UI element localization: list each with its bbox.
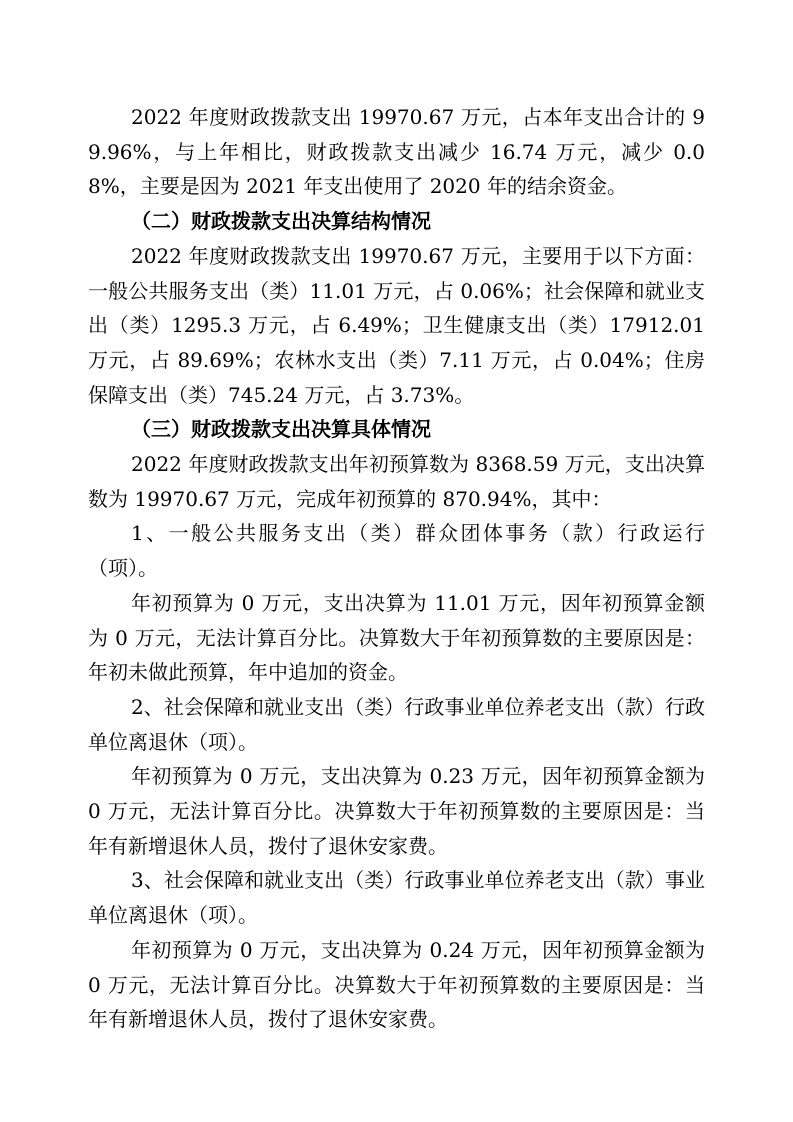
section-heading: （二）财政拨款支出决算结构情况	[131, 209, 431, 234]
paragraph: 2022 年度财政拨款支出年初预算数为 8368.59 万元，支出决算数为 19970.67 万元，完成年初预算的 870.94%，其中：	[88, 452, 705, 511]
paragraph: 2022 年度财政拨款支出 19970.67 万元，主要用于以下方面：一般公共服务支出（类）11.01 万元，占 0.06%；社会保障和就业支出（类）1295.3 万元，占 6.49%；卫生健康支出（类）17912.01 万元，占 89.69%；农林水支出（类）7.11 万元，占 0.04%；住房保障支出（类）745.24 万元，占 3.73%。	[88, 243, 705, 407]
section-heading: （三）财政拨款支出决算具体情况	[131, 417, 431, 442]
paragraph: 2022 年度财政拨款支出 19970.67 万元，占本年支出合计的 99.96%，与上年相比，财政拨款支出减少 16.74 万元，减少 0.08%，主要是因为 2021 年支出使用了 2020 年的结余资金。	[88, 105, 705, 199]
paragraph: 年初预算为 0 万元，支出决算为 0.24 万元，因年初预算金额为 0 万元，无法计算百分比。决算数大于年初预算数的主要原因是：当年有新增退休人员，拨付了退休安家费。	[88, 937, 705, 1032]
paragraph: 1、一般公共服务支出（类）群众团体事务（款）行政运行（项）。	[88, 521, 705, 581]
paragraph: 年初预算为 0 万元，支出决算为 11.01 万元，因年初预算金额为 0 万元，无法计算百分比。决算数大于年初预算数的主要原因是：年初未做此预算，年中追加的资金。	[88, 590, 705, 685]
paragraph: 3、社会保障和就业支出（类）行政事业单位养老支出（款）事业单位离退休（项）。	[88, 868, 705, 928]
paragraph: 2、社会保障和就业支出（类）行政事业单位养老支出（款）行政单位离退休（项）。	[88, 694, 705, 754]
paragraph: 年初预算为 0 万元，支出决算为 0.23 万元，因年初预算金额为 0 万元，无法计算百分比。决算数大于年初预算数的主要原因是：当年有新增退休人员，拨付了退休安家费。	[88, 764, 705, 858]
document-body	[88, 100, 705, 1037]
